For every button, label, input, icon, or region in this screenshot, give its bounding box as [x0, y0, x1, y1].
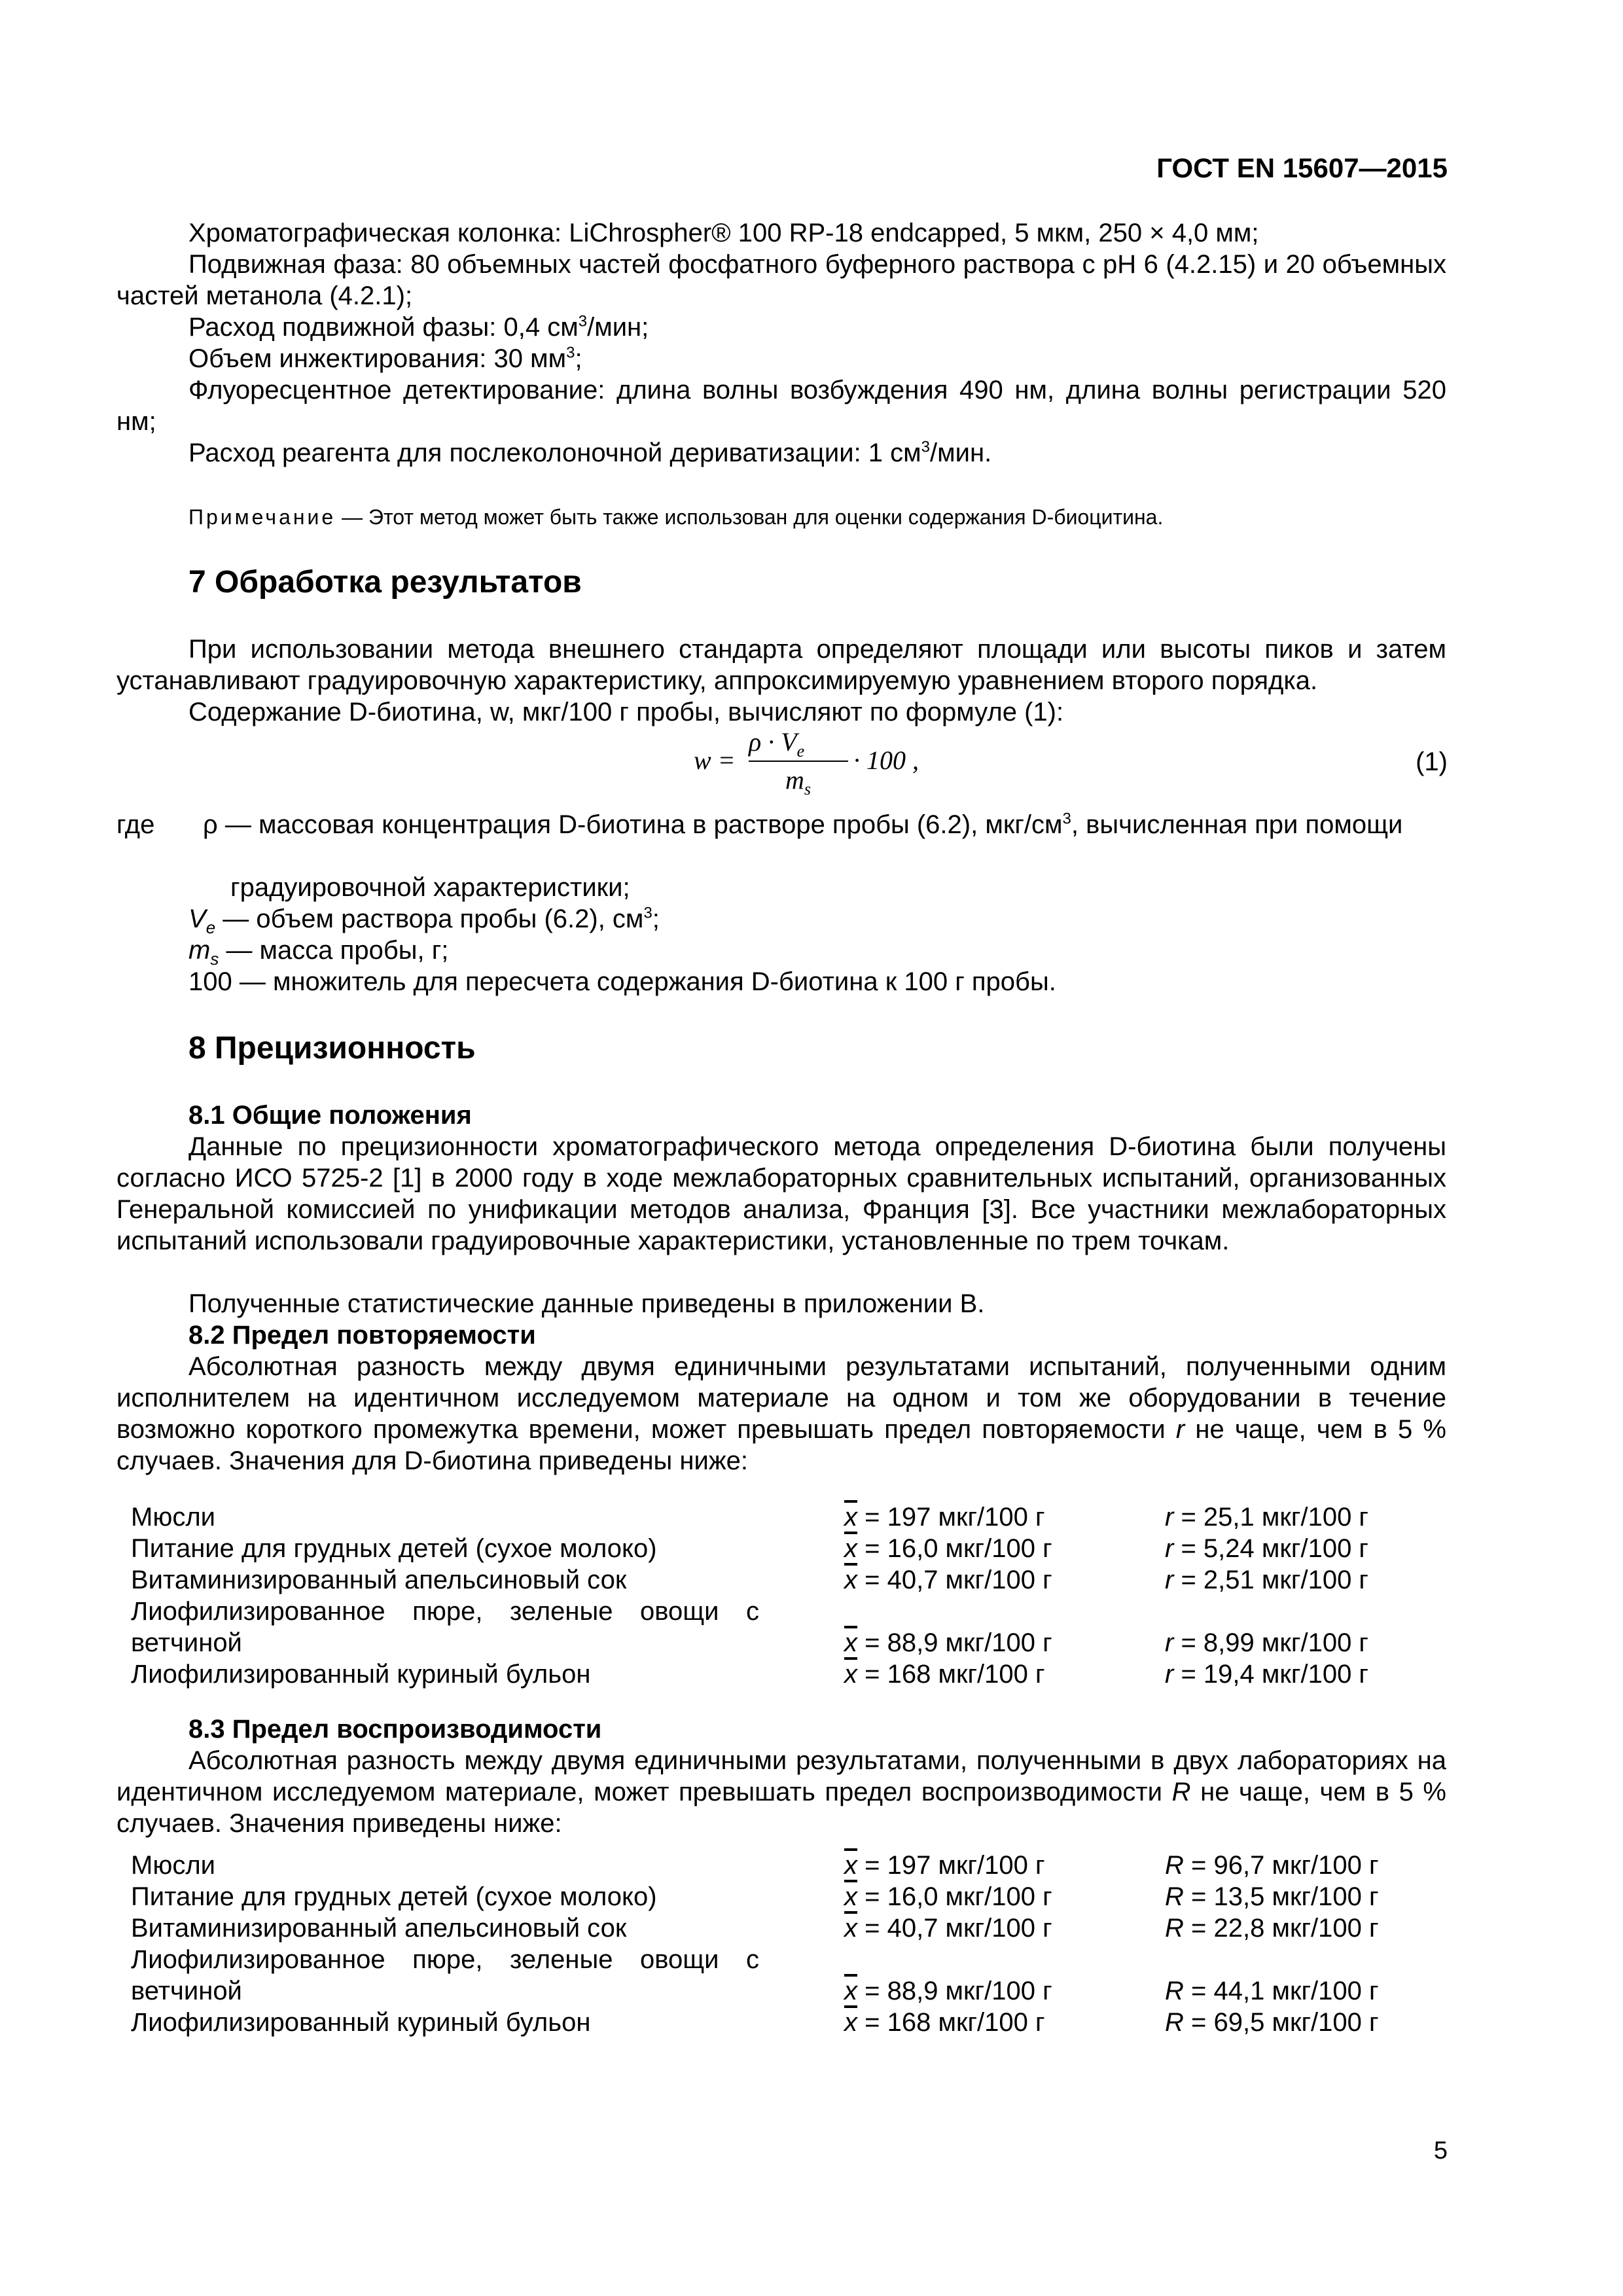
section-8-1-p1: Данные по прецизионности хроматографического метода определения D-биотина были получены согласно ИСО 5725-2 [1] в 2000 году в ходе межлабораторных сравнительных испытаний, организованных Генеральной комиссией по унификации методов анализа, Франция [3]. Все участники межлабораторных испытаний использовали градуировочные характеристики, установленные по трем точкам. — [116, 1132, 1446, 1255]
formula-denominator-sub: s — [804, 780, 812, 798]
limit-symbol: r — [1165, 1628, 1174, 1657]
reprod-row-limit — [1165, 1881, 1379, 1912]
section-8-title: 8 Прецизионность — [188, 1031, 476, 1066]
param-fluorescence: Флуоресцентное детектирование: длина волны возбуждения 490 нм, длина волны регистрации 520 нм; — [116, 376, 1446, 436]
factor-definition: 100 — множитель для пересчета содержания D-биотина к 100 г пробы. — [188, 967, 1056, 996]
reprod-row-mean — [844, 2007, 1045, 2038]
rho-definition-end: , вычисленная при помощи — [1071, 810, 1403, 839]
param-injection-text: Объем инжектирования: 30 мм — [188, 344, 567, 373]
ms-definition-text: — масса пробы, г; — [219, 936, 449, 965]
param-injection-sup: 3 — [566, 344, 575, 362]
rho-definition-text: ρ — массовая концентрация D-биотина в растворе пробы (6.2), мкг/см — [203, 810, 1063, 839]
limit-symbol: r — [1165, 1503, 1174, 1532]
repeat-row-product: Витаминизированный апельсиновый сок — [131, 1566, 627, 1594]
section-8-2-text-end: не чаще, чем в 5 % случаев. Значения для D-биотина приведены ниже: — [116, 1415, 1447, 1475]
section-8-3-R-symbol: R — [1171, 1778, 1191, 1806]
limit-value: = 96,7 мкг/100 г — [1183, 1851, 1379, 1880]
doc-number: ГОСТ EN 15607—2015 — [1156, 152, 1448, 183]
limit-symbol: R — [1165, 2008, 1184, 2037]
param-column: Хроматографическая колонка: LiChrospher® 100 RP-18 endcapped, 5 мкм, 250 × 4,0 мм; — [188, 219, 1259, 247]
note-text: — Этот метод может быть также использован для оценки содержания D-биоцитина. — [336, 505, 1164, 529]
repeat-row-limit — [1165, 1627, 1368, 1659]
ve-symbol-sub: e — [205, 918, 216, 937]
limit-symbol: r — [1165, 1660, 1174, 1689]
limit-value: = 22,8 мкг/100 г — [1183, 1914, 1379, 1943]
repeat-row-limit — [1165, 1501, 1368, 1533]
mean-value: = 16,0 мкг/100 г — [857, 1534, 1052, 1563]
repeat-row-mean — [844, 1627, 1052, 1659]
mean-value: = 16,0 мкг/100 г — [857, 1882, 1052, 1911]
repeat-row-product: Мюсли — [131, 1503, 216, 1532]
reprod-row-limit — [1165, 1975, 1379, 2007]
mean-value: = 168 мкг/100 г — [857, 1660, 1045, 1689]
repeat-row-product: Лиофилизированный куриный бульон — [131, 1660, 591, 1689]
ve-definition — [188, 903, 660, 935]
param-injection-end: ; — [575, 344, 582, 373]
limit-value: = 2,51 мкг/100 г — [1173, 1566, 1369, 1594]
formula — [694, 727, 919, 802]
param-flow-unit: /мин; — [587, 313, 649, 342]
section-8-1-p2: Полученные статистические данные приведены в приложении B. — [188, 1289, 985, 1318]
reprod-row-product: Витаминизированный апельсиновый сок — [131, 1914, 627, 1943]
section-8-2-p — [116, 1351, 1446, 1477]
param-injection — [116, 343, 1446, 374]
reprod-row-limit — [1165, 1850, 1379, 1881]
reprod-row-mean — [844, 1975, 1052, 2007]
where-label: где — [116, 810, 155, 839]
formula-numerator-text: ρ · V — [749, 727, 797, 757]
param-reagent-text: Расход реагента для послеколоночной дериватизации: 1 см — [188, 439, 921, 467]
mean-value: = 88,9 мкг/100 г — [857, 1628, 1052, 1657]
mean-value: = 88,9 мкг/100 г — [857, 1977, 1052, 2005]
x-bar-symbol: $\overline{x}$ — [844, 1882, 857, 1911]
x-bar-symbol: $\overline{x}$ — [844, 1628, 857, 1657]
limit-value: = 69,5 мкг/100 г — [1183, 2008, 1379, 2037]
param-reagent — [116, 437, 1446, 469]
ve-definition-end: ; — [652, 905, 660, 933]
section-8-2-title: 8.2 Предел повторяемости — [188, 1321, 536, 1350]
repeat-row-mean — [844, 1659, 1045, 1690]
repeat-row-limit — [1165, 1659, 1368, 1690]
ve-definition-sup: 3 — [643, 904, 652, 922]
section-8-1-title: 8.1 Общие положения — [188, 1101, 472, 1130]
rho-definition-cont: градуировочной характеристики; — [230, 873, 630, 902]
formula-numerator — [749, 726, 805, 761]
reprod-row-product: Лиофилизированное пюре, зеленые овощи с ветчиной — [131, 1945, 759, 2005]
limit-value: = 8,99 мкг/100 г — [1173, 1628, 1369, 1657]
x-bar-symbol: $\overline{x}$ — [844, 1977, 857, 2005]
formula-numerator-sub: e — [796, 742, 805, 761]
rho-definition — [116, 809, 1446, 840]
reprod-row-limit — [1165, 2007, 1379, 2038]
x-bar-symbol: $\overline{x}$ — [844, 1534, 857, 1563]
reprod-row-product: Мюсли — [131, 1851, 216, 1880]
formula-lhs: w = — [694, 745, 736, 775]
limit-symbol: R — [1165, 1977, 1184, 2005]
page-number: 5 — [1433, 2137, 1448, 2164]
limit-symbol: R — [1165, 1882, 1184, 1911]
x-bar-symbol: $\overline{x}$ — [844, 1503, 857, 1532]
limit-symbol: r — [1165, 1534, 1174, 1563]
note — [188, 504, 1452, 530]
section-7-title: 7 Обработка результатов — [188, 565, 582, 600]
x-bar-symbol: $\overline{x}$ — [844, 1566, 857, 1594]
repeat-row-mean — [844, 1501, 1045, 1533]
reprod-row-product: Питание для грудных детей (сухое молоко) — [131, 1882, 657, 1911]
mean-value: = 197 мкг/100 г — [857, 1503, 1045, 1532]
ve-definition-text: — объем раствора пробы (6.2), см — [215, 905, 644, 933]
repeat-row-product: Лиофилизированное пюре, зеленые овощи с ветчиной — [131, 1597, 759, 1657]
param-reagent-sup: 3 — [921, 438, 931, 456]
formula-denominator — [785, 764, 812, 798]
section-8-3-p — [116, 1745, 1446, 1839]
reprod-row-mean — [844, 1850, 1045, 1881]
limit-value: = 19,4 мкг/100 г — [1173, 1660, 1369, 1689]
limit-symbol: R — [1165, 1851, 1184, 1880]
mean-value: = 40,7 мкг/100 г — [857, 1914, 1052, 1943]
limit-symbol: R — [1165, 1914, 1184, 1943]
reprod-row-product: Лиофилизированный куриный бульон — [131, 2008, 591, 2037]
param-flow-sup: 3 — [578, 312, 588, 331]
x-bar-symbol: $\overline{x}$ — [844, 2008, 857, 2037]
repeat-row-mean — [844, 1564, 1052, 1596]
repeat-row-limit — [1165, 1564, 1368, 1596]
reprod-row-limit — [1165, 1912, 1379, 1944]
param-mobile-phase: Подвижная фаза: 80 объемных частей фосфатного буферного раствора с pH 6 (4.2.15) и 20 объемных частей метанола (4.2.1); — [116, 250, 1446, 310]
limit-value: = 25,1 мкг/100 г — [1173, 1503, 1369, 1532]
limit-value: = 44,1 мкг/100 г — [1183, 1977, 1379, 2005]
repeat-row-limit — [1165, 1533, 1368, 1564]
section-8-2-r-symbol: r — [1175, 1415, 1185, 1444]
x-bar-symbol: $\overline{x}$ — [844, 1660, 857, 1689]
param-flow-text: Расход подвижной фазы: 0,4 см — [188, 313, 579, 342]
param-reagent-unit: /мин. — [930, 439, 992, 467]
rho-definition-sup: 3 — [1062, 810, 1071, 828]
limit-value: = 13,5 мкг/100 г — [1183, 1882, 1379, 1911]
mean-value: = 197 мкг/100 г — [857, 1851, 1045, 1880]
section-8-3-text: Абсолютная разность между двумя единичными результатами, полученными в двух лабораториях на идентичном исследуемом материале, может превышать предел воспроизводимости — [116, 1746, 1446, 1806]
section-7-p1: При использовании метода внешнего стандарта определяют площади или высоты пиков и затем устанавливают градуировочную характеристику, аппроксимируемую уравнением второго порядка. — [116, 635, 1446, 695]
section-7-p2: Содержание D-биотина, w, мкг/100 г пробы, вычисляют по формуле (1): — [188, 698, 1064, 726]
x-bar-symbol: $\overline{x}$ — [844, 1851, 857, 1880]
mean-value: = 168 мкг/100 г — [857, 2008, 1045, 2037]
section-8-3-title: 8.3 Предел воспроизводимости — [188, 1715, 602, 1744]
repeat-row-product: Питание для грудных детей (сухое молоко) — [131, 1534, 657, 1563]
reprod-row-mean — [844, 1912, 1052, 1944]
formula-denominator-text: m — [785, 765, 804, 795]
x-bar-symbol: $\overline{x}$ — [844, 1914, 857, 1943]
section-8-3-text-end: не чаще, чем в 5 % случаев. Значения приведены ниже: — [116, 1778, 1446, 1838]
ve-symbol: V — [188, 905, 206, 933]
mean-value: = 40,7 мкг/100 г — [857, 1566, 1052, 1594]
reprod-row-mean — [844, 1881, 1052, 1912]
ms-symbol: m — [188, 936, 211, 965]
formula-number: (1) — [1416, 747, 1448, 776]
ms-symbol-sub: s — [210, 949, 219, 969]
param-flow — [116, 312, 1446, 343]
formula-times: · 100 , — [853, 745, 919, 775]
limit-value: = 5,24 мкг/100 г — [1173, 1534, 1369, 1563]
limit-symbol: r — [1165, 1566, 1174, 1594]
ms-definition — [188, 935, 449, 969]
repeat-row-mean — [844, 1533, 1052, 1564]
section-8-2-text: Абсолютная разность между двумя единичными результатами испытаний, полученными одним исполнителем на идентичном исследуемом материале на одном и том же оборудовании в течение возможно короткого промежутка времени, может превышать предел повторяемости — [116, 1352, 1446, 1444]
note-label: Примечание — [188, 505, 336, 529]
fraction-bar — [749, 761, 848, 762]
